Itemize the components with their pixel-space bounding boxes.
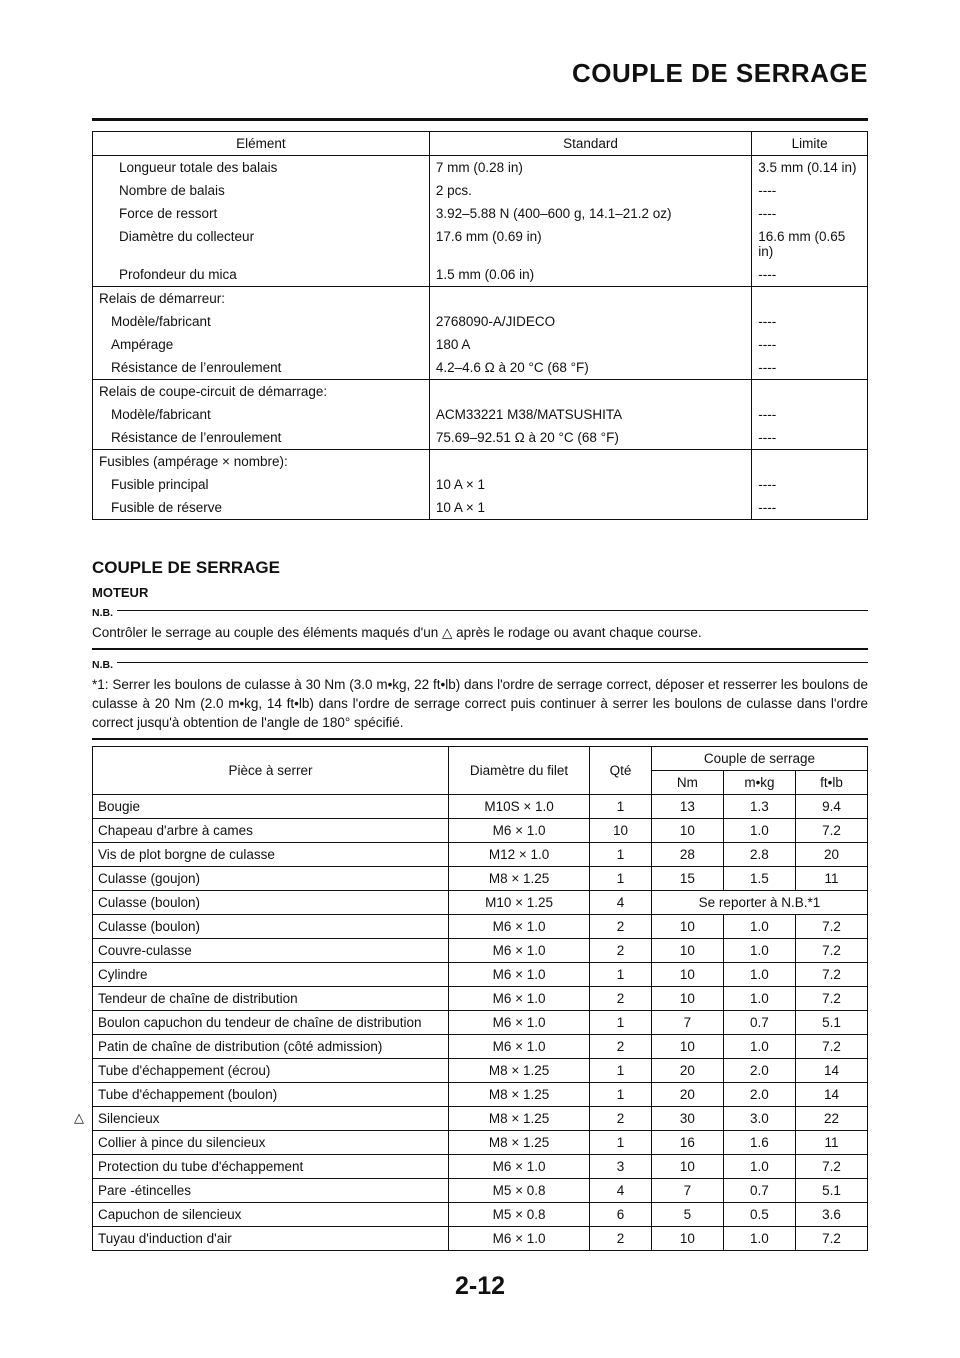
torque-row <box>93 1179 868 1203</box>
spec-standard: 17.6 mm (0.69 in) <box>429 225 751 263</box>
torque-qty: 4 <box>590 1179 652 1203</box>
torque-thread: M10 × 1.25 <box>449 891 590 915</box>
spec-row <box>93 225 868 263</box>
torque-thread: M10S × 1.0 <box>449 795 590 819</box>
torque-header-mkg: m•kg <box>723 771 795 795</box>
torque-mkg: 1.0 <box>723 819 795 843</box>
torque-thread: M5 × 0.8 <box>449 1203 590 1227</box>
torque-nm: 16 <box>651 1131 723 1155</box>
note-text: *1: Serrer les boulons de culasse à 30 Nm (3.0 m•kg, 22 ft•lb) dans l'ordre de serrage correct, déposer et resserrer les boulons de culasse à 20 Nm (2.0 m•kg, 14 ft•lb) dans l'ordre de serrage correct puis continuer à serrer les boulons de culasse dans l'ordre correct jusqu'à obtention de l'angle de 180° spécifié. <box>92 677 868 730</box>
spec-item: Modèle/fabricant <box>93 310 430 333</box>
torque-ftlb: 3.6 <box>795 1203 867 1227</box>
spec-header-standard: Standard <box>429 132 751 156</box>
torque-nm: 10 <box>651 939 723 963</box>
note-label: N.B. <box>92 656 117 675</box>
torque-part: Culasse (boulon) <box>93 915 449 939</box>
spec-standard: 4.2–4.6 Ω à 20 °C (68 °F) <box>429 356 751 380</box>
torque-ftlb: 7.2 <box>795 1227 867 1251</box>
spec-limit <box>752 380 868 404</box>
torque-thread: M6 × 1.0 <box>449 1155 590 1179</box>
torque-ftlb: 22 <box>795 1107 867 1131</box>
spec-standard: 10 A × 1 <box>429 496 751 520</box>
torque-ftlb: 5.1 <box>795 1179 867 1203</box>
note-text: Contrôler le serrage au couple des éléments maqués d'un △ après le rodage ou avant chaque course. <box>92 625 702 640</box>
spec-standard <box>429 450 751 474</box>
torque-nm: 10 <box>651 1155 723 1179</box>
torque-ftlb: 7.2 <box>795 987 867 1011</box>
torque-nm: 28 <box>651 843 723 867</box>
torque-mkg: 1.0 <box>723 1035 795 1059</box>
torque-thread: M8 × 1.25 <box>449 1083 590 1107</box>
torque-mkg: 1.3 <box>723 795 795 819</box>
spec-item: Relais de démarreur: <box>93 287 430 311</box>
torque-qty: 3 <box>590 1155 652 1179</box>
torque-thread: M12 × 1.0 <box>449 843 590 867</box>
torque-mkg: 1.5 <box>723 867 795 891</box>
torque-mkg: 1.0 <box>723 963 795 987</box>
torque-ftlb: 7.2 <box>795 1155 867 1179</box>
torque-mkg: 1.0 <box>723 915 795 939</box>
spec-item: Profondeur du mica <box>93 263 430 287</box>
torque-part: Tube d'échappement (boulon) <box>93 1083 449 1107</box>
torque-nm: 20 <box>651 1083 723 1107</box>
torque-header-nm: Nm <box>651 771 723 795</box>
torque-row <box>93 1155 868 1179</box>
spec-limit: ---- <box>758 360 777 375</box>
spec-item: Nombre de balais <box>93 179 430 202</box>
torque-thread: M6 × 1.0 <box>449 1011 590 1035</box>
torque-mkg: 0.5 <box>723 1203 795 1227</box>
torque-mkg: 1.0 <box>723 1155 795 1179</box>
torque-qty: 1 <box>590 1131 652 1155</box>
torque-part: Pare -étincelles <box>93 1179 449 1203</box>
spec-limit: ---- <box>758 206 777 221</box>
spec-row <box>93 473 868 496</box>
torque-ftlb: 5.1 <box>795 1011 867 1035</box>
torque-thread: M8 × 1.25 <box>449 1059 590 1083</box>
spec-item: Diamètre du collecteur <box>93 225 430 263</box>
torque-qty: 1 <box>590 1059 652 1083</box>
spec-limit: ---- <box>758 337 777 352</box>
spec-item: Résistance de l’enroulement <box>93 356 430 380</box>
spec-row <box>93 156 868 180</box>
torque-qty: 10 <box>590 819 652 843</box>
spec-standard <box>429 287 751 311</box>
note-rule-top <box>92 610 868 611</box>
spec-item: Modèle/fabricant <box>93 403 430 426</box>
torque-part: Bougie <box>93 795 449 819</box>
torque-part: Chapeau d'arbre à cames <box>93 819 449 843</box>
torque-mkg: 0.7 <box>723 1179 795 1203</box>
torque-thread: M8 × 1.25 <box>449 1107 590 1131</box>
torque-thread: M6 × 1.0 <box>449 915 590 939</box>
torque-part: Vis de plot borgne de culasse <box>93 843 449 867</box>
spec-standard: 180 A <box>429 333 751 356</box>
note-rule-top <box>92 662 868 663</box>
spec-header-limit: Limite <box>752 132 868 156</box>
spec-standard: 75.69–92.51 Ω à 20 °C (68 °F) <box>429 426 751 450</box>
torque-qty: 1 <box>590 795 652 819</box>
torque-mkg: 1.0 <box>723 1227 795 1251</box>
torque-nm: 10 <box>651 963 723 987</box>
spec-standard: 3.92–5.88 N (400–600 g, 14.1–21.2 oz) <box>429 202 751 225</box>
torque-part: Culasse (goujon) <box>93 867 449 891</box>
torque-thread: M5 × 0.8 <box>449 1179 590 1203</box>
spec-row <box>93 263 868 287</box>
spec-limit: ---- <box>758 500 777 515</box>
spec-limit: ---- <box>758 407 777 422</box>
note-rule-bottom <box>92 648 868 650</box>
torque-row <box>93 1227 868 1251</box>
torque-part: Collier à pince du silencieux <box>93 1131 449 1155</box>
torque-part: Patin de chaîne de distribution (côté admission) <box>93 1035 449 1059</box>
torque-qty: 2 <box>590 1107 652 1131</box>
spec-limit: ---- <box>758 430 777 445</box>
torque-ftlb: 11 <box>795 1131 867 1155</box>
torque-thread: M6 × 1.0 <box>449 819 590 843</box>
torque-ftlb: 7.2 <box>795 939 867 963</box>
torque-row <box>93 1035 868 1059</box>
torque-nm: 10 <box>651 1035 723 1059</box>
torque-mkg: 2.0 <box>723 1083 795 1107</box>
spec-row <box>93 202 868 225</box>
torque-ftlb: 7.2 <box>795 1035 867 1059</box>
torque-mkg: 1.6 <box>723 1131 795 1155</box>
spec-limit: 16.6 mm (0.65 in) <box>758 229 846 259</box>
spec-item: Fusible principal <box>93 473 430 496</box>
spec-row <box>93 333 868 356</box>
spec-row <box>93 450 868 474</box>
note-box-1 <box>92 602 868 650</box>
torque-row <box>93 843 868 867</box>
note-label: N.B. <box>92 604 117 623</box>
spec-row <box>93 403 868 426</box>
spec-standard: 1.5 mm (0.06 in) <box>429 263 751 287</box>
torque-qty: 2 <box>590 915 652 939</box>
spec-standard: ACM33221 M38/MATSUSHITA <box>429 403 751 426</box>
spec-limit: 3.5 mm (0.14 in) <box>758 160 857 175</box>
torque-nm: 5 <box>651 1203 723 1227</box>
torque-row <box>93 1107 868 1131</box>
spec-standard: 2 pcs. <box>429 179 751 202</box>
torque-nm: 15 <box>651 867 723 891</box>
torque-ftlb: 11 <box>795 867 867 891</box>
torque-ftlb: 20 <box>795 843 867 867</box>
torque-qty: 2 <box>590 987 652 1011</box>
torque-qty: 2 <box>590 1227 652 1251</box>
spec-row <box>93 356 868 380</box>
spec-limit: ---- <box>758 477 777 492</box>
torque-qty: 1 <box>590 1011 652 1035</box>
torque-qty: 4 <box>590 891 652 915</box>
spec-limit: ---- <box>758 267 777 282</box>
spec-row <box>93 310 868 333</box>
torque-row <box>93 867 868 891</box>
torque-mkg: 3.0 <box>723 1107 795 1131</box>
note-box-2 <box>92 654 868 740</box>
spec-limit <box>752 450 868 474</box>
spec-standard: 10 A × 1 <box>429 473 751 496</box>
torque-qty: 6 <box>590 1203 652 1227</box>
spec-item: Fusible de réserve <box>93 496 430 520</box>
torque-ftlb: 7.2 <box>795 819 867 843</box>
torque-header-part: Pièce à serrer <box>93 747 449 795</box>
torque-mkg: 1.0 <box>723 987 795 1011</box>
page-header-title: COUPLE DE SERRAGE <box>572 58 868 88</box>
torque-nm: 10 <box>651 987 723 1011</box>
torque-mkg: 1.0 <box>723 939 795 963</box>
torque-thread: M8 × 1.25 <box>449 867 590 891</box>
torque-header-torque: Couple de serrage <box>651 747 867 771</box>
torque-row <box>93 1131 868 1155</box>
torque-row <box>93 915 868 939</box>
torque-thread: M6 × 1.0 <box>449 1227 590 1251</box>
torque-row <box>93 795 868 819</box>
page-number: 2-12 <box>454 1272 506 1300</box>
torque-nm: 7 <box>651 1179 723 1203</box>
warning-triangle-icon: △ <box>74 1109 84 1125</box>
torque-nm: 10 <box>651 1227 723 1251</box>
torque-thread: M6 × 1.0 <box>449 987 590 1011</box>
spec-row <box>93 380 868 404</box>
torque-ftlb: 7.2 <box>795 963 867 987</box>
torque-part: Boulon capuchon du tendeur de chaîne de distribution <box>93 1011 449 1035</box>
torque-row <box>93 1011 868 1035</box>
spec-limit: ---- <box>758 183 777 198</box>
torque-table <box>92 746 868 1251</box>
torque-row <box>93 987 868 1011</box>
torque-header-thread: Diamètre du filet <box>449 747 590 795</box>
spec-table <box>92 131 868 520</box>
spec-standard: 2768090-A/JIDECO <box>429 310 751 333</box>
torque-part: Tuyau d'induction d'air <box>93 1227 449 1251</box>
spec-standard <box>429 380 751 404</box>
torque-part: Couvre-culasse <box>93 939 449 963</box>
torque-ftlb: 14 <box>795 1059 867 1083</box>
torque-row <box>93 1083 868 1107</box>
torque-thread: M6 × 1.0 <box>449 939 590 963</box>
torque-part: Culasse (boulon) <box>93 891 449 915</box>
spec-row <box>93 287 868 311</box>
torque-row <box>93 819 868 843</box>
torque-nm: 10 <box>651 915 723 939</box>
torque-qty: 2 <box>590 1035 652 1059</box>
spec-limit <box>752 287 868 311</box>
torque-part: Silencieux <box>93 1107 449 1131</box>
torque-mkg: 2.8 <box>723 843 795 867</box>
torque-nm: 10 <box>651 819 723 843</box>
spec-standard: 7 mm (0.28 in) <box>429 156 751 180</box>
torque-qty: 1 <box>590 843 652 867</box>
spec-item: Longueur totale des balais <box>93 156 430 180</box>
torque-header-qty: Qté <box>590 747 652 795</box>
torque-qty: 2 <box>590 939 652 963</box>
spec-table-body <box>93 156 868 520</box>
torque-nm: 7 <box>651 1011 723 1035</box>
torque-row <box>93 963 868 987</box>
spec-limit: ---- <box>758 314 777 329</box>
torque-ftlb: 7.2 <box>795 915 867 939</box>
spec-item: Fusibles (ampérage × nombre): <box>93 450 430 474</box>
torque-nm: 20 <box>651 1059 723 1083</box>
torque-part: Protection du tube d'échappement <box>93 1155 449 1179</box>
torque-nm: 30 <box>651 1107 723 1131</box>
spec-row <box>93 179 868 202</box>
torque-part: Cylindre <box>93 963 449 987</box>
torque-part: Tube d'échappement (écrou) <box>93 1059 449 1083</box>
torque-thread: M6 × 1.0 <box>449 963 590 987</box>
torque-mkg: 2.0 <box>723 1059 795 1083</box>
spec-row <box>93 496 868 520</box>
torque-ftlb: 9.4 <box>795 795 867 819</box>
note-rule-bottom <box>92 738 868 740</box>
torque-thread: M6 × 1.0 <box>449 1035 590 1059</box>
spec-header-element: Elément <box>93 132 430 156</box>
spec-item: Ampérage <box>93 333 430 356</box>
section-title: COUPLE DE SERRAGE <box>92 558 280 577</box>
torque-header-ftlb: ft•lb <box>795 771 867 795</box>
torque-row <box>93 939 868 963</box>
torque-nm: 13 <box>651 795 723 819</box>
torque-row <box>93 1059 868 1083</box>
torque-note: Se reporter à N.B.*1 <box>651 891 867 915</box>
torque-row <box>93 1203 868 1227</box>
torque-part: Capuchon de silencieux <box>93 1203 449 1227</box>
torque-qty: 1 <box>590 1083 652 1107</box>
spec-item: Force de ressort <box>93 202 430 225</box>
spec-item: Relais de coupe-circuit de démarrage: <box>93 380 430 404</box>
torque-row <box>93 891 868 915</box>
torque-qty: 1 <box>590 963 652 987</box>
torque-table-body <box>93 795 868 1251</box>
spec-item: Résistance de l’enroulement <box>93 426 430 450</box>
torque-mkg: 0.7 <box>723 1011 795 1035</box>
spec-row <box>93 426 868 450</box>
header-rule <box>92 118 868 121</box>
section-subtitle: MOTEUR <box>92 585 149 600</box>
torque-thread: M8 × 1.25 <box>449 1131 590 1155</box>
torque-ftlb: 14 <box>795 1083 867 1107</box>
torque-qty: 1 <box>590 867 652 891</box>
torque-part: Tendeur de chaîne de distribution <box>93 987 449 1011</box>
